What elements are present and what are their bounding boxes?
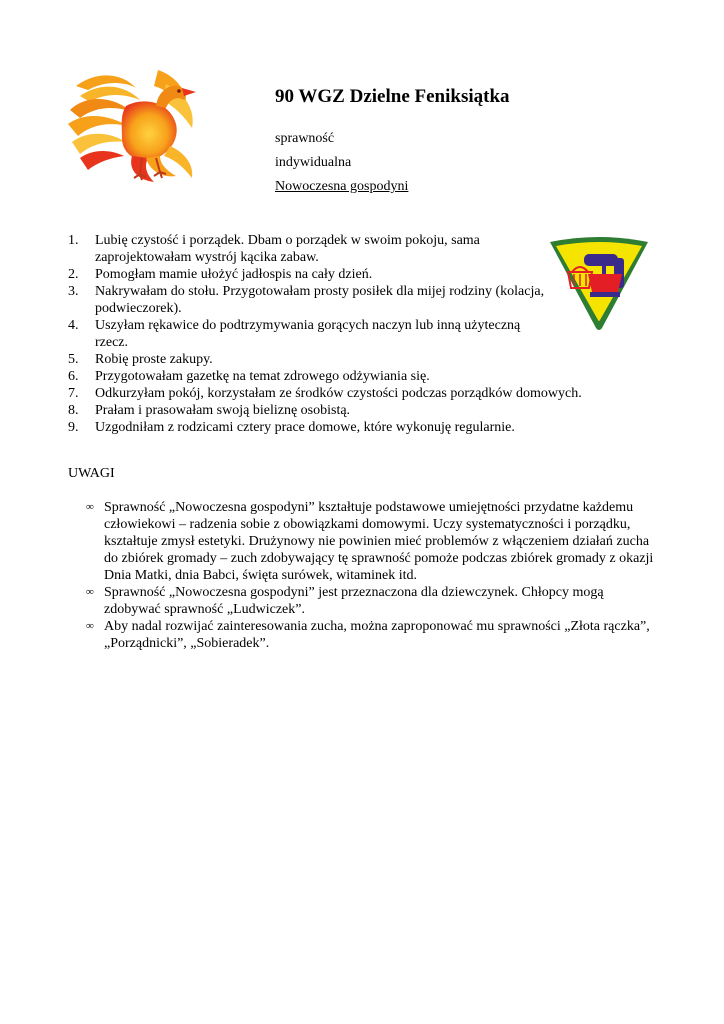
list-item — [68, 232, 545, 266]
note-text: Aby nadal rozwijać zainteresowania zucha, można zaproponować mu sprawności „Złota rączka”, „Porządnicki”, „Sobieradek”. — [104, 619, 650, 651]
note-item — [86, 499, 658, 584]
list-item-text: Nakrywałam do stołu. Przygotowałam prosty posiłek dla mijej rodziny (kolacja, podwieczorek). — [95, 284, 545, 316]
infinity-bullet-icon: ∞ — [86, 620, 94, 632]
badge-name-label: Nowoczesna gospodyni — [275, 179, 409, 194]
list-item-text: Odkurzyłam pokój, korzystałam ze środków czystości podczas porządków domowych. — [95, 386, 582, 401]
list-number: 6. — [68, 369, 79, 384]
list-number: 2. — [68, 267, 79, 282]
list-item — [68, 368, 628, 385]
notes-list — [86, 499, 658, 652]
list-item — [68, 351, 628, 368]
list-number: 5. — [68, 352, 79, 367]
list-item-text: Robię proste zakupy. — [95, 352, 213, 367]
list-item — [68, 385, 628, 402]
list-item — [68, 402, 628, 419]
list-item — [68, 317, 545, 351]
page-title: 90 WGZ Dzielne Feniksiątka — [275, 86, 510, 107]
list-item-text: Uzgodniłam z rodzicami cztery prace domowe, które wykonuję regularnie. — [95, 420, 515, 435]
note-item — [86, 584, 658, 618]
phoenix-icon — [66, 66, 206, 184]
list-item-text: Prałam i prasowałam swoją bieliznę osobistą. — [95, 403, 351, 418]
list-number: 7. — [68, 386, 79, 401]
list-item — [68, 266, 628, 283]
list-item-text: Przygotowałam gazetkę na temat zdrowego odżywiania się. — [95, 369, 430, 384]
list-item — [68, 283, 545, 317]
list-item — [68, 419, 628, 436]
requirements-list — [68, 232, 628, 436]
note-item — [86, 618, 658, 652]
note-text: Sprawność „Nowoczesna gospodyni” jest przeznaczona dla dziewczynek. Chłopcy mogą zdobywać sprawność „Ludwiczek”. — [104, 585, 604, 617]
list-number: 9. — [68, 420, 79, 435]
infinity-bullet-icon: ∞ — [86, 586, 94, 598]
infinity-bullet-icon: ∞ — [86, 501, 94, 513]
list-number: 4. — [68, 318, 79, 333]
badge-category-label: indywidualna — [275, 155, 352, 170]
badge-type-label: sprawność — [275, 131, 335, 146]
list-number: 1. — [68, 233, 79, 248]
note-text: Sprawność „Nowoczesna gospodyni” kształtuje podstawowe umiejętności przydatne każdemu człowiekowi – radzenia sobie z obowiązkami domowymi. Uczy systematyczności i porządku, kształtuje zmysł estetyki. Drużynowy nie powinien mieć problemów z włączeniem działań zucha do zbiórek gromady – zuch zdobywający tę sprawność pomoże podczas zbiórek gromady z okazji Dnia Matki, dnia Babci, święta surówek, witaminek itd. — [104, 500, 654, 583]
list-number: 8. — [68, 403, 79, 418]
list-item-text: Pomogłam mamie ułożyć jadłospis na cały dzień. — [95, 267, 373, 282]
list-number: 3. — [68, 284, 79, 299]
list-item-text: Uszyłam rękawice do podtrzymywania gorących naczyn lub inną użyteczną rzecz. — [95, 318, 521, 350]
list-item-text: Lubię czystość i porządek. Dbam o porządek w swoim pokoju, sama zaprojektowałam wystrój kącika zabaw. — [95, 233, 480, 265]
notes-heading: UWAGI — [68, 466, 115, 481]
